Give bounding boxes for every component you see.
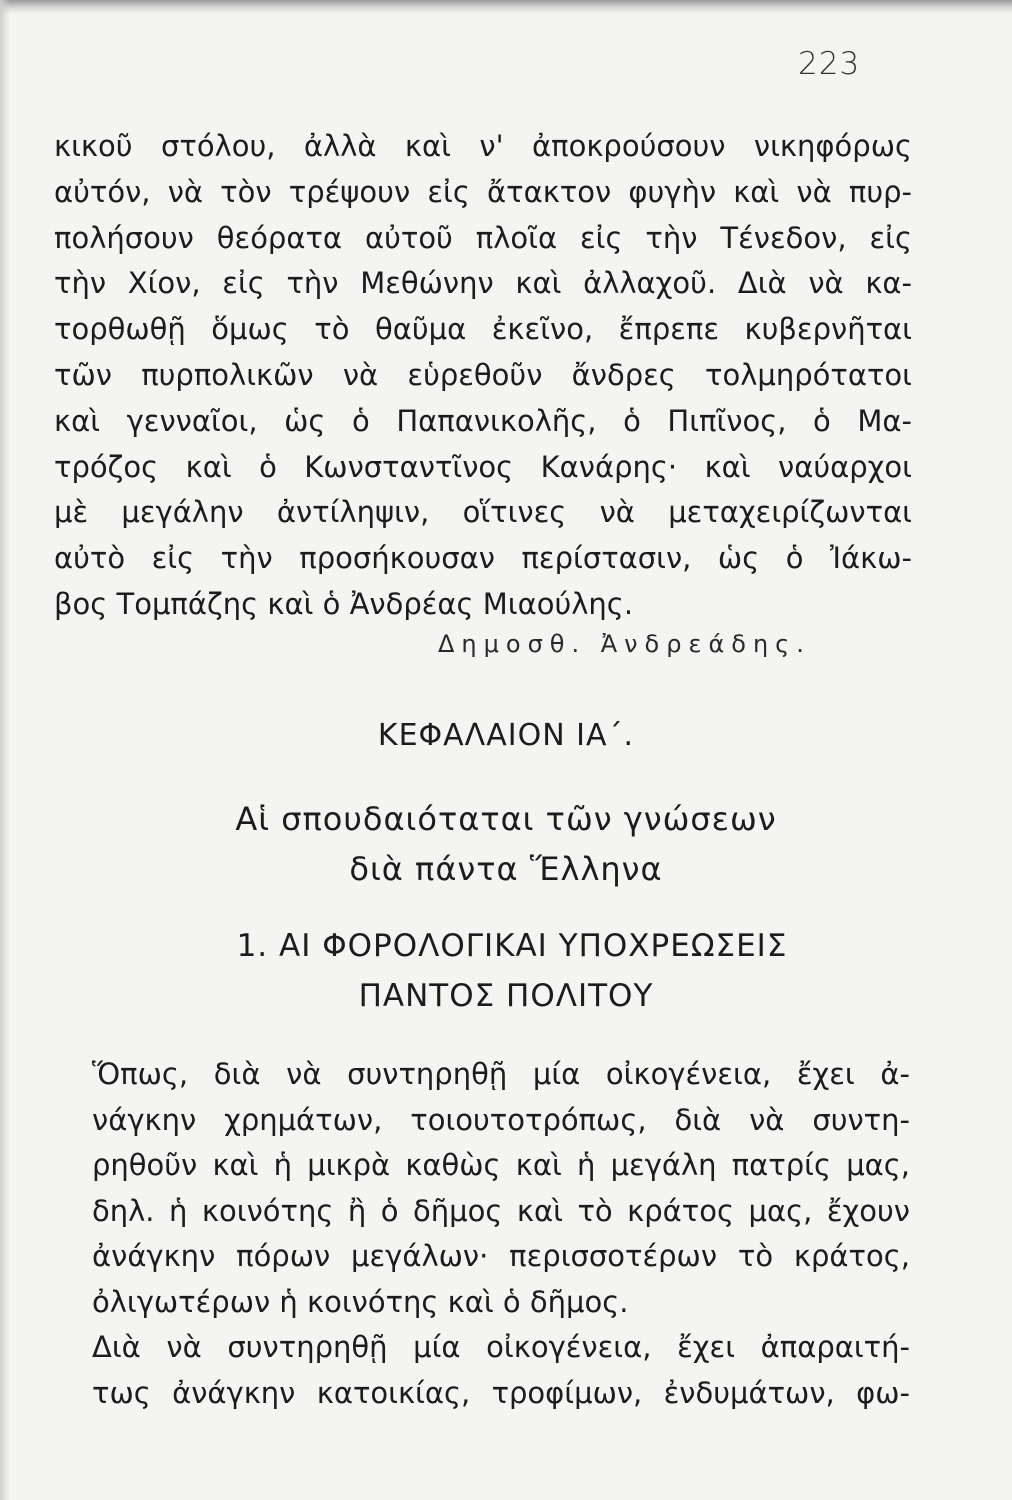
text-line: ρηθοῦν καὶ ἡ μικρὰ καθὼς καὶ ἡ μεγάλη πατρίς μας,	[92, 1148, 910, 1183]
text-line: καὶ γενναῖοι, ὡς ὁ Παπανικολῆς, ὁ Πιπῖνος, ὁ Μα-	[54, 403, 912, 438]
text-line: βος Τομπάζης καὶ ὁ Ἀνδρέας Μιαούλης.	[54, 586, 634, 621]
scan-top-edge	[0, 0, 1012, 14]
text-line: πολήσουν θεόρατα αὐτοῦ πλοῖα εἰς τὴν Τένεδον, εἰς	[54, 220, 912, 255]
text-line: τορθωθῇ ὅμως τὸ θαῦμα ἐκεῖνο, ἔπρεπε κυβερνῆται	[54, 312, 912, 347]
text-line: τῶν πυρπολικῶν νὰ εὑρεθοῦν ἄνδρες τολμηρότατοι	[54, 357, 912, 392]
text-line: ὀλιγωτέρων ἡ κοινότης καὶ ὁ δῆμος.	[92, 1284, 629, 1319]
section-heading: 1. ΑΙ ΦΟΡΟΛΟΓΙΚΑΙ ΥΠΟΧΡΕΩΣΕΙΣ	[236, 928, 788, 964]
text-line: τως ἀνάγκην κατοικίας, τροφίμων, ἐνδυμάτων, φω-	[92, 1375, 910, 1410]
section-paragraph	[92, 1325, 910, 1416]
chapter-subtitle: Αἱ σπουδαιόταται τῶν γνώσεων	[235, 800, 777, 838]
text-line: δηλ. ἡ κοινότης ἢ ὁ δῆμος καὶ τὸ κράτος μας, ἔχουν	[92, 1193, 910, 1228]
author-signature: Δημοσθ. Ἀνδρεάδης.	[438, 630, 811, 658]
section-heading: ΠΑΝΤΟΣ ΠΟΛΙΤΟΥ	[358, 978, 654, 1014]
text-line: αὐτόν, νὰ τὸν τρέψουν εἰς ἄτακτον φυγὴν καὶ νὰ πυρ-	[54, 174, 912, 209]
chapter-title: ΚΕΦΑΛΑΙΟΝ ΙΑ΄.	[377, 718, 635, 753]
text-line: μὲ μεγάλην ἀντίληψιν, οἵτινες νὰ μεταχειρίζωνται	[54, 495, 912, 530]
text-line: Διὰ νὰ συντηρηθῇ μία οἰκογένεια, ἔχει ἀπαραιτή-	[92, 1330, 910, 1364]
text-line: νάγκην χρημάτων, τοιουτοτρόπως, διὰ νὰ συντη-	[92, 1102, 910, 1137]
text-line: τρόζος καὶ ὁ Κωνσταντῖνος Κανάρης· καὶ ναύαρχοι	[54, 449, 912, 484]
text-line: κικοῦ στόλου, ἀλλὰ καὶ ν' ἀποκρούσουν νικηφόρως	[54, 129, 912, 163]
text-line: ἀνάγκην πόρων μεγάλων· περισσοτέρων τὸ κράτος,	[92, 1239, 910, 1274]
page-number: 223	[798, 46, 861, 82]
text-line: τὴν Χίον, εἰς τὴν Μεθώνην καὶ ἀλλαχοῦ. Διὰ νὰ κα-	[54, 266, 912, 301]
text-line: αὐτὸ εἰς τὴν προσήκουσαν περίστασιν, ὡς ὁ Ἰάκω-	[54, 541, 912, 576]
section-paragraph	[92, 1052, 910, 1326]
text-line: Ὅπως, διὰ νὰ συντηρηθῇ μία οἰκογένεια, ἔχει ἀ-	[92, 1057, 910, 1091]
top-paragraph	[54, 124, 912, 628]
chapter-subtitle: διὰ πάντα Ἕλληνα	[349, 850, 663, 888]
